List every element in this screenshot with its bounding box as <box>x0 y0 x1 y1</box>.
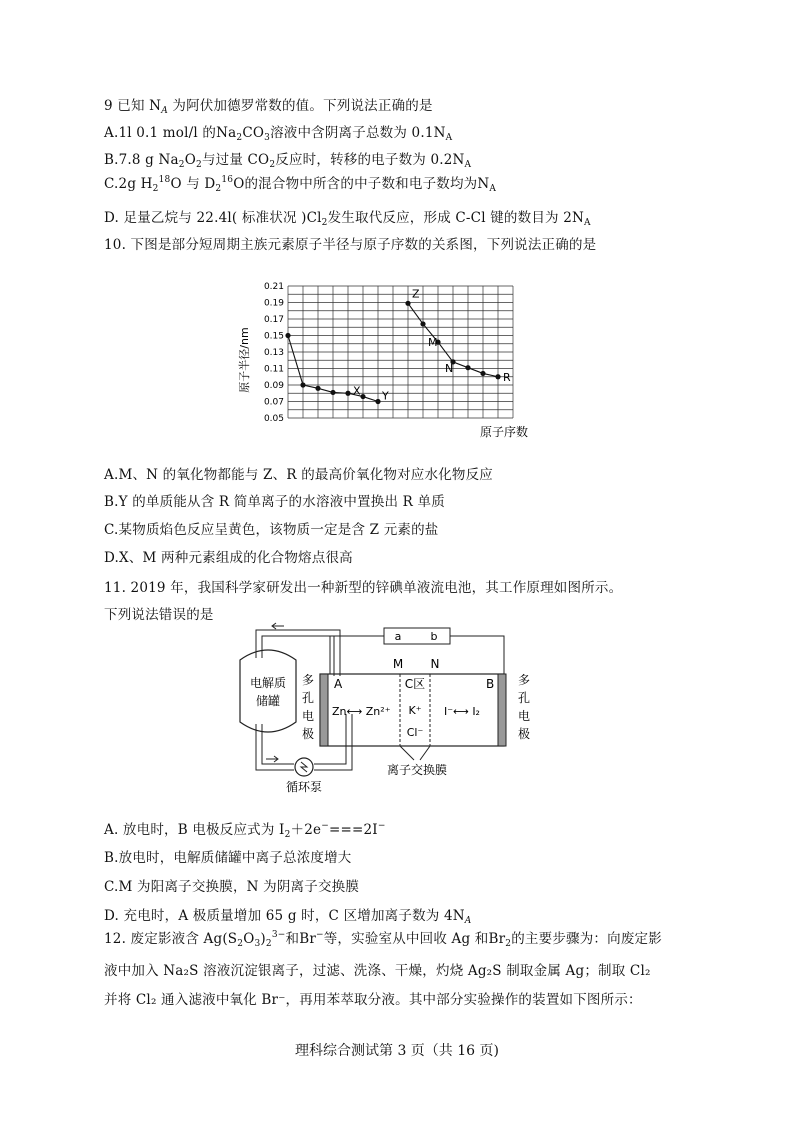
svg-text:极: 极 <box>517 727 531 741</box>
point-label-m: M <box>428 336 438 350</box>
q11-option-c: C.M 为阳离子交换膜，N 为阴离子交换膜 <box>104 879 360 895</box>
y-tick-label: 0.15 <box>263 331 284 342</box>
svg-text:多: 多 <box>517 673 531 687</box>
left-electrode-label <box>302 673 314 741</box>
point-label-y: Y <box>382 389 389 403</box>
label-b: b <box>430 630 438 643</box>
tank-label-2: 储罐 <box>255 694 281 708</box>
q11-stem-1: 11. 2019 年，我国科学家研发出一种新型的锌碘单液流电池，其工作原理如图所示。 <box>104 580 623 596</box>
q10-option-b: B.Y 的单质能从含 R 简单离子的水溶液中置换出 R 单质 <box>104 494 445 510</box>
q12-line-2: 液中加入 Na₂S 溶液沉淀银离子，过滤、洗涤、干燥，灼烧 Ag₂S 制取金属 Ag；制取 Cl₂ <box>104 963 651 979</box>
q10-option-d: D.X、M 两种元素组成的化合物熔点很高 <box>104 550 353 566</box>
label-m: M <box>392 657 404 671</box>
y-tick-label: 0.11 <box>263 364 284 375</box>
point-label-z: Z <box>412 287 420 301</box>
q12-line-3: 并将 Cl₂ 通入滤液中氧化 Br⁻，再用苯萃取分液。其中部分实验操作的装置如下图所示： <box>104 992 642 1008</box>
membrane-label: 离子交换膜 <box>386 763 448 777</box>
chart-grid <box>288 286 513 418</box>
point-label-x: X <box>353 384 361 398</box>
data-point <box>300 382 305 387</box>
data-point <box>465 365 470 370</box>
data-point <box>480 371 485 376</box>
data-point <box>420 321 425 326</box>
atomic-radius-chart <box>236 276 536 446</box>
q12-line-1: 12. 废定影液含 $Ag(S_2O_3)_2^{3-}$和Br−等，实验室从中回收 Ag 和$Br_2$的主要步骤为：向废定影 <box>104 930 662 949</box>
zn-reaction: Zn⟷ Zn²⁺ <box>332 705 391 718</box>
q10-option-c: C.某物质焰色反应呈黄色，该物质一定是含 Z 元素的盐 <box>104 522 439 538</box>
chart-x-label: 原子序数 <box>479 425 529 439</box>
y-tick-label: 0.21 <box>263 282 284 292</box>
y-tick-label: 0.13 <box>263 348 284 358</box>
electrolyte-tank <box>240 650 296 732</box>
q9-option-b: B.7.8 g $Na_2O_2$与过量 $CO_2$反应时，转移的电子数为 $0.2N_A$ <box>104 152 472 170</box>
q9-option-a: A.1l 0.1 mol/l 的$Na_2CO_3$溶液中含阴离子总数为 $0.1N_A$ <box>104 125 453 143</box>
data-point <box>405 301 410 306</box>
zinc-iodine-cell-diagram <box>222 618 567 798</box>
data-point <box>375 399 380 404</box>
label-a: a <box>394 630 402 643</box>
q11-option-b: B.放电时，电解质储罐中离子总浓度增大 <box>104 850 352 866</box>
q10-stem: 10. 下图是部分短周期主族元素原子半径与原子序数的关系图，下列说法正确的是 <box>104 237 597 253</box>
data-point <box>315 386 320 391</box>
data-point <box>495 374 500 379</box>
label-electrode-a: A <box>334 677 343 691</box>
flow-arrow-top <box>272 623 284 629</box>
q9-option-c: C.2g $H_2^{18}O$ 与 $D_2^{16}O$的混合物中所含的中子数和电子数均为$N_A$ <box>104 175 497 194</box>
label-electrode-b: B <box>486 677 495 691</box>
svg-text:极: 极 <box>301 727 315 741</box>
q9-stem: 9 已知 $N_A$ 为阿伏加德罗常数的值。下列说法正确的是 <box>104 98 433 116</box>
y-tick-label: 0.09 <box>263 381 284 391</box>
right-electrode-label <box>518 673 530 741</box>
cl-ion: Cl⁻ <box>406 726 424 739</box>
svg-text:电: 电 <box>301 709 315 723</box>
flow-arrow-bottom <box>266 756 278 762</box>
k-ion: K⁺ <box>408 704 422 717</box>
tank-label-1: 电解质 <box>249 676 287 690</box>
q10-option-a: A.M、N 的氧化物都能与 Z、R 的最高价氧化物对应水化物反应 <box>104 467 493 483</box>
y-tick-label: 0.17 <box>263 315 284 325</box>
q11-stem-2: 下列说法错误的是 <box>104 607 214 623</box>
data-point <box>345 391 350 396</box>
electrode-b <box>498 674 506 746</box>
chart-y-label: 原子半径/nm <box>238 327 251 393</box>
y-tick-label: 0.07 <box>263 397 284 408</box>
label-n: N <box>430 657 440 671</box>
data-point <box>330 390 335 395</box>
electrode-a <box>320 674 328 746</box>
q11-option-d: D. 充电时，A 极质量增加 65 g 时，C 区增加离子数为 $4N_A$ <box>104 908 472 926</box>
point-label-n: N <box>445 361 454 375</box>
data-point <box>360 394 365 399</box>
page-footer: 理科综合测试第 3 页（共 16 页) <box>295 1043 499 1059</box>
q9-option-d: D. 足量乙烷与 22.4l( 标准状况 )$Cl_2$发生取代反应，形成 C-Cl 键的数目为 $2N_A$ <box>104 210 591 228</box>
svg-text:多: 多 <box>301 673 315 687</box>
data-point <box>285 333 290 338</box>
point-label-r: R <box>503 370 511 384</box>
svg-text:孔: 孔 <box>301 691 315 705</box>
q11-option-a: A. 放电时，B 电极反应式为 $I_2+2e^-===2I^-$ <box>104 821 386 840</box>
y-tick-label: 0.05 <box>263 414 284 424</box>
svg-text:孔: 孔 <box>517 691 531 705</box>
chart-y-ticks <box>264 282 284 424</box>
i-reaction: I⁻⟷ I₂ <box>444 705 480 718</box>
y-tick-label: 0.19 <box>263 298 284 309</box>
svg-text:电: 电 <box>517 709 531 723</box>
pump-label: 循环泵 <box>285 780 323 794</box>
c-zone-label: C区 <box>404 677 426 691</box>
